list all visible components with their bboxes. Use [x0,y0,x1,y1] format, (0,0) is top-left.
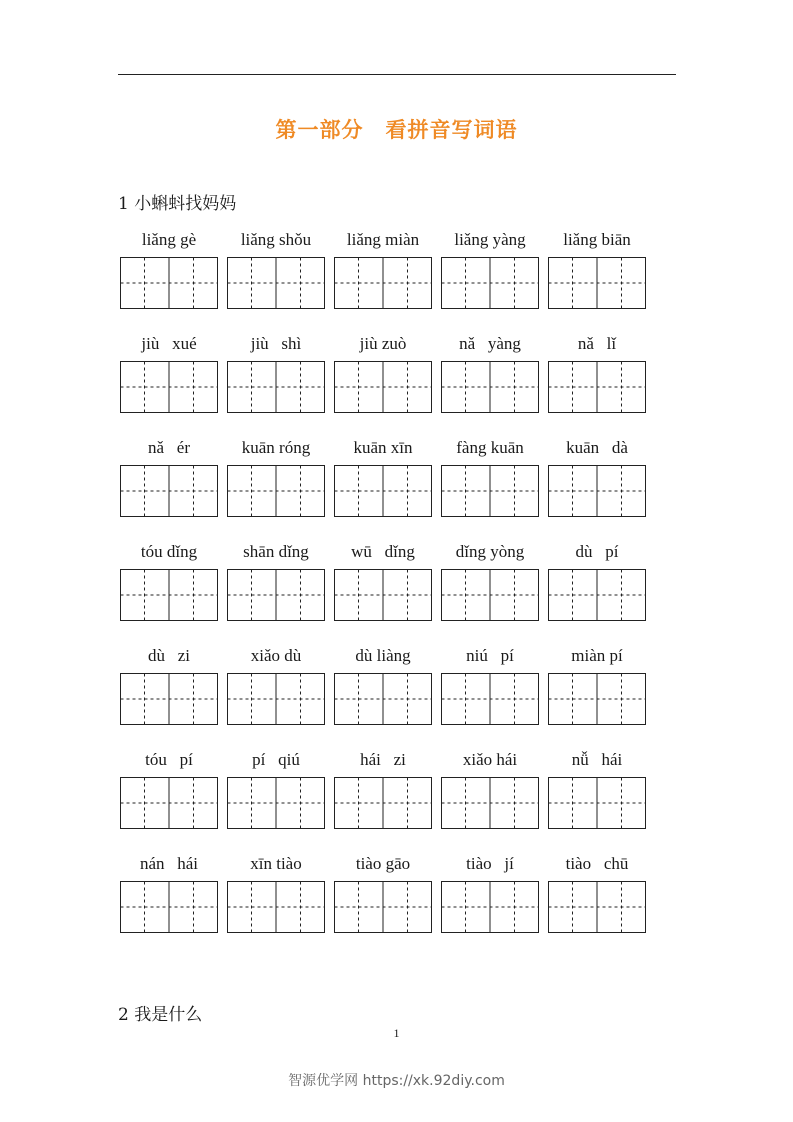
word-item [120,749,218,853]
writing-grid[interactable] [334,881,432,933]
writing-grid[interactable] [334,673,432,725]
pinyin-label: dù liàng [355,646,411,665]
pinyin-label: dù pí [575,542,619,561]
word-item [120,229,218,333]
word-item [548,541,646,645]
pinyin-label: kuān róng [241,438,311,457]
pinyin-label: jiù shì [250,334,302,353]
word-item [548,749,646,853]
writing-grid[interactable] [227,361,325,413]
section-heading-1: 1 小蝌蚪找妈妈 [118,194,237,214]
word-item [441,437,539,541]
pinyin-label: shān dǐng [243,542,309,561]
exercise-row [120,749,648,853]
word-item [334,853,432,957]
pinyin-label: pí qiú [252,750,300,769]
writing-grid[interactable] [120,881,218,933]
word-item [227,229,325,333]
pinyin-label: liǎng yàng [454,230,526,249]
pinyin-label: nǚ hái [571,750,623,769]
writing-grid[interactable] [227,257,325,309]
pinyin-label: tóu pí [145,750,193,769]
writing-grid[interactable] [548,881,646,933]
word-item [334,437,432,541]
pinyin-label: nǎ yàng [459,334,521,353]
pinyin-label: liǎng shǒu [240,230,312,249]
title-subject: 看拼音写词语 [385,118,518,142]
writing-grid[interactable] [441,465,539,517]
writing-grid[interactable] [441,777,539,829]
footer-watermark: 智源优学网 https://xk.92diy.com [288,1073,505,1089]
word-item [548,333,646,437]
writing-grid[interactable] [120,569,218,621]
writing-grid[interactable] [120,673,218,725]
pinyin-label: niú pí [466,646,514,665]
page-number: 1 [393,1026,400,1040]
section-heading-2: 2 我是什么 [118,1005,203,1025]
word-item [334,333,432,437]
exercise-row [120,229,648,333]
writing-grid[interactable] [334,569,432,621]
writing-grid[interactable] [548,569,646,621]
word-item [334,749,432,853]
pinyin-label: nǎ lǐ [577,334,617,353]
writing-grid[interactable] [227,569,325,621]
writing-grid[interactable] [227,465,325,517]
pinyin-label: nǎ ér [147,438,190,457]
word-item [227,853,325,957]
word-item [227,645,325,749]
pinyin-label: fàng kuān [456,438,524,457]
pinyin-label: tiào gāo [355,854,411,873]
writing-grid[interactable] [334,361,432,413]
exercise-row [120,541,648,645]
word-item [120,541,218,645]
pinyin-label: dǐng yòng [455,542,525,561]
pinyin-label: liǎng biān [563,230,631,249]
pinyin-label: dù zi [147,646,191,665]
word-item [548,229,646,333]
writing-grid[interactable] [441,569,539,621]
exercise-row [120,645,648,749]
word-item [441,645,539,749]
writing-grid[interactable] [548,465,646,517]
pinyin-label: nán hái [139,854,199,873]
word-item [441,749,539,853]
word-item [227,437,325,541]
word-item [548,437,646,541]
pinyin-label: liǎng miàn [346,230,420,249]
writing-grid[interactable] [227,881,325,933]
pinyin-label: tiào jí [466,854,514,873]
writing-grid[interactable] [120,465,218,517]
exercise-row [120,437,648,541]
writing-grid[interactable] [334,465,432,517]
writing-grid[interactable] [441,881,539,933]
word-item [441,333,539,437]
writing-grid[interactable] [227,673,325,725]
word-item [441,229,539,333]
pinyin-label: tiào chū [565,854,629,873]
page-title [0,114,793,144]
exercise-row [120,333,648,437]
word-item [120,853,218,957]
pinyin-label: wū dǐng [351,542,415,561]
word-item [334,645,432,749]
word-item [120,645,218,749]
writing-grid[interactable] [120,257,218,309]
pinyin-label: kuān xīn [353,438,413,457]
writing-grid[interactable] [120,777,218,829]
pinyin-label: jiù zuò [359,334,407,353]
word-item [227,541,325,645]
writing-grid[interactable] [548,777,646,829]
writing-grid[interactable] [120,361,218,413]
writing-grid[interactable] [548,257,646,309]
writing-grid[interactable] [441,361,539,413]
writing-grid[interactable] [227,777,325,829]
word-item [548,853,646,957]
word-item [441,541,539,645]
writing-grid[interactable] [441,257,539,309]
word-item [120,333,218,437]
word-item [334,229,432,333]
exercise-row [120,853,648,957]
pinyin-label: hái zi [360,750,406,769]
title-part: 第一部分 [275,118,364,142]
word-item [227,749,325,853]
pinyin-label: liǎng gè [141,230,197,249]
writing-grid[interactable] [441,673,539,725]
word-item [120,437,218,541]
word-item [548,645,646,749]
writing-grid[interactable] [548,361,646,413]
pinyin-label: tóu dǐng [140,542,198,561]
pinyin-label: xiǎo dù [250,646,302,665]
pinyin-label: jiù xué [141,334,197,353]
header-rule [118,74,676,75]
pinyin-label: xiǎo hái [462,750,518,769]
pinyin-label: miàn pí [571,646,623,665]
word-item [441,853,539,957]
writing-grid[interactable] [334,257,432,309]
word-item [334,541,432,645]
writing-grid[interactable] [334,777,432,829]
writing-grid[interactable] [548,673,646,725]
pinyin-label: kuān dà [566,438,628,457]
pinyin-label: xīn tiào [250,854,302,873]
word-item [227,333,325,437]
